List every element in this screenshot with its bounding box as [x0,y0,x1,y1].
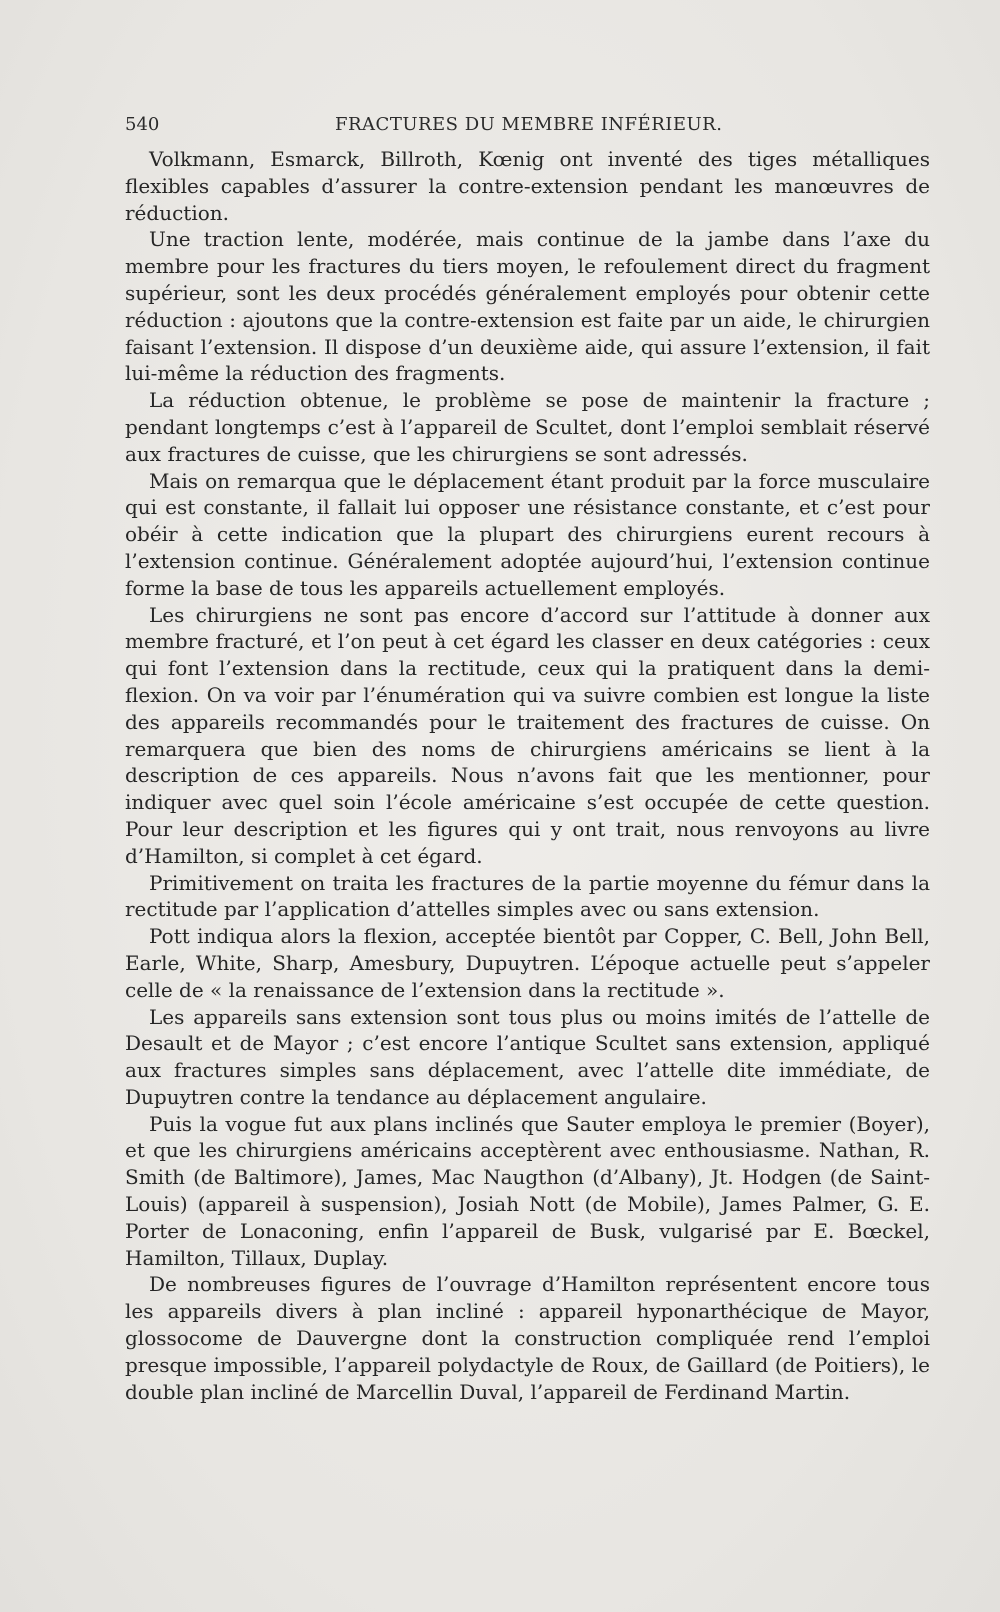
paragraph: Une traction lente, modérée, mais continue de la jambe dans l’axe du membre pour les fractures du tiers moyen, le refoulement direct du fragment supérieur, sont les deux procédés généralement employés pour obtenir cette réduction : ajoutons que la contre-extension est faite par un aide, le chirurgien faisant l’extension. Il dispose d’un deuxième aide, qui assure l’extension, il fait lui-même la réduction des fragments. [125,227,930,386]
paragraph: De nombreuses figures de l’ouvrage d’Hamilton représentent encore tous les appareils divers à plan incliné : appareil hyponarthécique de Mayor, glossocome de Dauvergne dont la construction compliquée rend l’emploi presque impossible, l’appareil polydactyle de Roux, de Gaillard (de Poitiers), le double plan incliné de Marcellin Duval, l’appareil de Ferdinand Martin. [125,1272,930,1404]
page-number: 540 [125,114,160,135]
paragraph: Les chirurgiens ne sont pas encore d’accord sur l’attitude à donner aux membre fracturé, et l’on peut à cet égard les classer en deux catégories : ceux qui font l’extension dans la rectitude, ceux qui la pratiquent dans la demi-flexion. On va voir par l’énumération qui va suivre combien est longue la liste des appareils recommandés pour le traitement des fractures de cuisse. On remarquera que bien des noms de chirurgiens américains se lient à la description de ces appareils. Nous n’avons fait que les mentionner, pour indiquer avec quel soin l’école américaine s’est occupée de cette question. Pour leur description et les figures qui y ont trait, nous renvoyons au livre d’Hamilton, si complet à cet égard. [125,602,930,868]
paragraph: La réduction obtenue, le problème se pose de maintenir la fracture ; pendant longtemps c’est à l’appareil de Scultet, dont l’emploi semblait réservé aux fractures de cuisse, que les chirurgiens se sont adressés. [125,388,930,466]
running-head [125,114,735,144]
paragraph: Pott indiqua alors la flexion, acceptée bientôt par Copper, C. Bell, John Bell, Earle, White, Sharp, Amesbury, Dupuytren. L’époque actuelle peut s’appeler celle de « la renaissance de l’extension dans la rectitude ». [125,924,930,1002]
paragraph: Puis la vogue fut aux plans inclinés que Sauter employa le premier (Boyer), et que les chirurgiens américains acceptèrent avec enthousiasme. Nathan, R. Smith (de Baltimore), James, Mac Naugthon (d’Albany), Jt. Hodgen (de Saint-Louis) (appareil à suspension), Josiah Nott (de Mobile), James Palmer, G. E. Porter de Lonaconing, enfin l’appareil de Busk, vulgarisé par E. Bœckel, Hamilton, Tillaux, Duplay. [125,1111,930,1270]
body-text [125,146,930,1405]
paragraph: Les appareils sans extension sont tous plus ou moins imités de l’attelle de Desault et de Mayor ; c’est encore l’antique Scultet sans extension, appliqué aux fractures simples sans déplacement, avec l’attelle dite immédiate, de Dupuytren contre la tendance au déplacement angulaire. [125,1004,930,1109]
paragraph: Primitivement on traita les fractures de la partie moyenne du fémur dans la rectitude par l’application d’attelles simples avec ou sans extension. [125,870,930,922]
paragraph: Volkmann, Esmarck, Billroth, Kœnig ont inventé des tiges métalliques flexibles capables d’assurer la contre-extension pendant les manœuvres de réduction. [125,147,930,225]
running-title: FRACTURES DU MEMBRE INFÉRIEUR. [335,114,723,135]
paragraph: Mais on remarqua que le déplacement étant produit par la force musculaire qui est constante, il fallait lui opposer une résistance constante, et c’est pour obéir à cette indication que la plupart des chirurgiens eurent recours à l’extension continue. Généralement adoptée aujourd’hui, l’extension continue forme la base de tous les appareils actuellement employés. [125,468,930,600]
